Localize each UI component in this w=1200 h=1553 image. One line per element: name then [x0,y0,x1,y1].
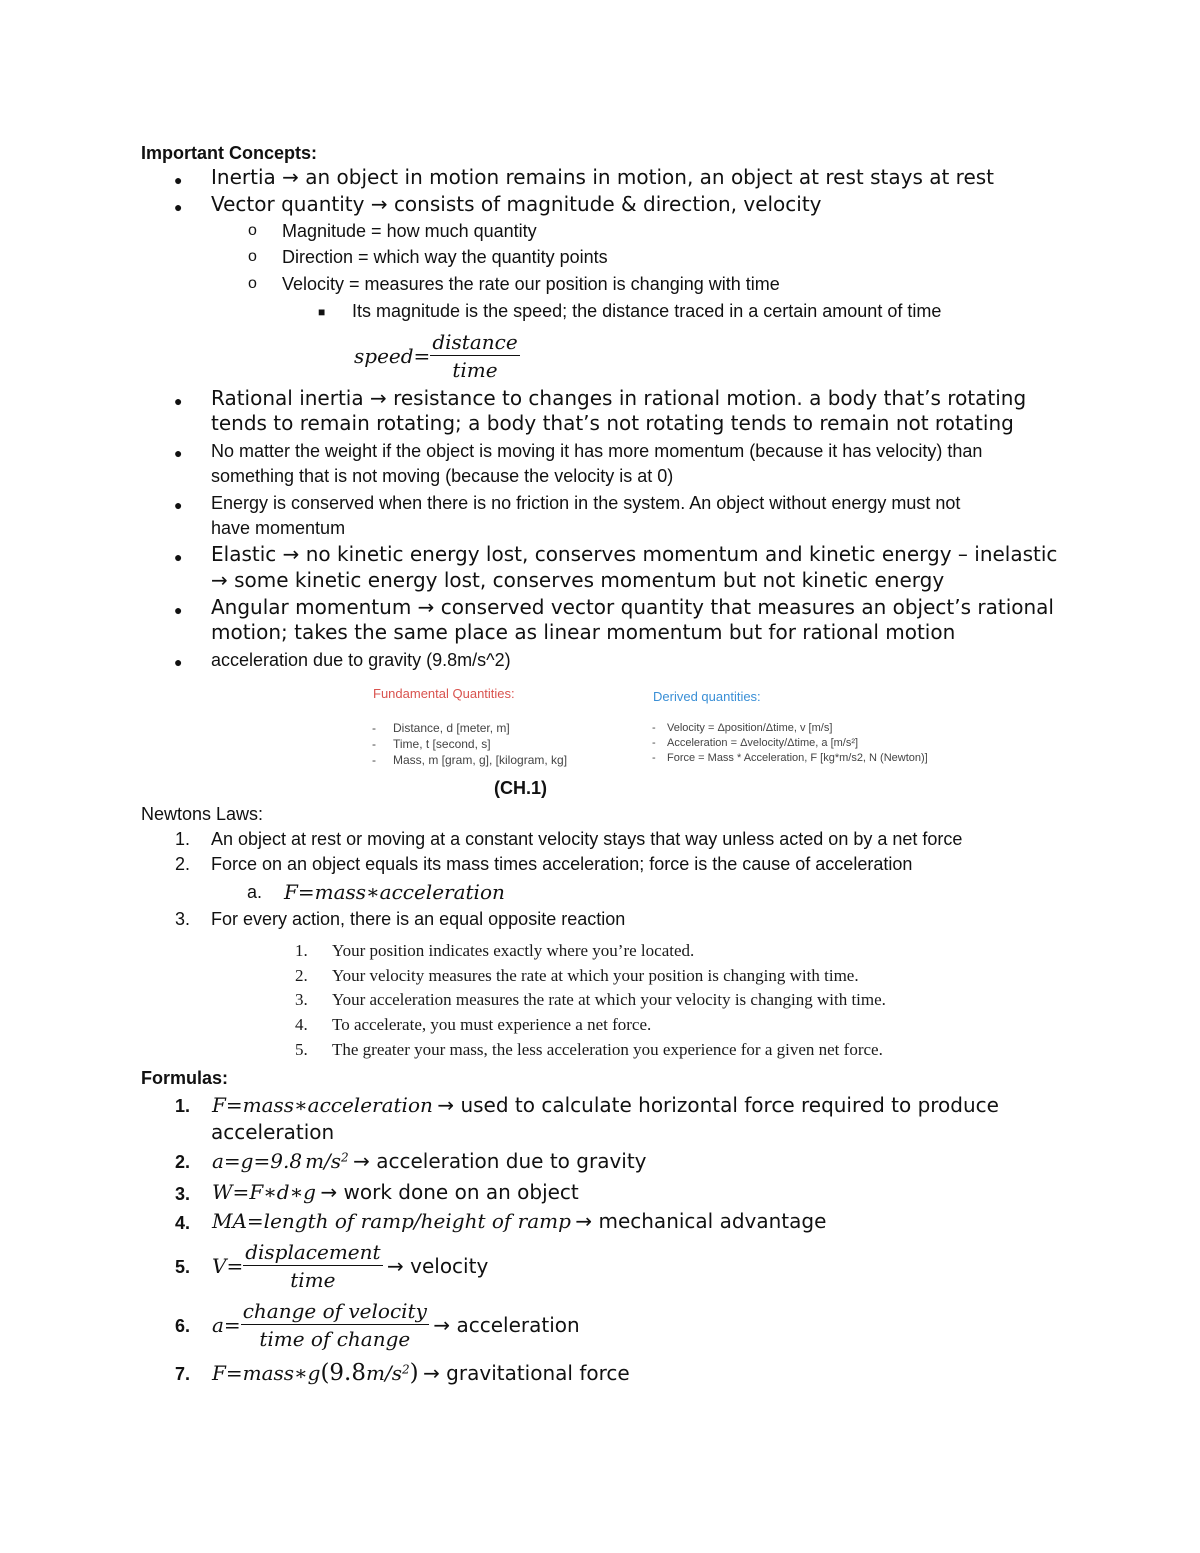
formula-1 [212,1093,999,1117]
fundamental-item: Distance, d [meter, m] [393,721,510,735]
formula-2-math: a=g=9.8 [212,1149,303,1173]
formula-4-desc: → mechanical advantage [575,1209,827,1233]
bullet-circle-icon: o [248,248,257,265]
serif-list-number: 2. [295,966,308,985]
bullet-circle-icon: o [248,222,257,239]
derived-item: Velocity = Δposition/Δtime, v [m/s] [667,722,833,734]
bullet-square-icon: ■ [318,305,326,319]
speed-numerator: distance [432,330,518,354]
formula-number: 2. [175,1152,191,1172]
formula-4-math: MA=length of ramp/height of ramp [212,1209,571,1233]
formula-7 [212,1360,630,1386]
newton-law-2: Force on an object equals its mass times acceleration; force is the cause of acceleration [211,854,913,874]
bullet-disc-icon: ● [174,654,183,670]
fundamental-dash: - [372,753,376,767]
rational-inertia-line-1: Rational inertia → resistance to changes in rational motion. a body that’s rotating [211,386,1027,410]
formula-5-lhs: V= [212,1254,244,1278]
formula-2-desc: → acceleration due to gravity [353,1149,647,1173]
formula-4 [212,1209,826,1233]
bullet-disc-icon: ● [174,199,183,215]
derived-dash: - [652,722,656,734]
sub-letter: a. [247,882,263,902]
derived-dash: - [652,737,656,749]
serif-list-item: To accelerate, you must experience a net force. [332,1015,652,1034]
law-number: 2. [175,854,191,874]
rational-inertia-line-2: tends to remain rotating; a body that’s not rotating tends to remain not rotating [211,411,1014,435]
derived-item: Acceleration = Δvelocity/Δtime, a [m/s²] [667,737,859,749]
formula-3 [212,1180,579,1204]
fundamental-dash: - [372,721,376,735]
fundamental-dash: - [372,737,376,751]
formula-7-desc: → gravitational force [423,1361,630,1385]
newton-law-1: An object at rest or moving at a constant velocity stays that way unless acted on by a net force [211,829,963,849]
formula-7-math: F=mass∗g [212,1361,321,1385]
bullet-disc-icon: ● [174,172,183,188]
derived-quantities-title: Derived quantities: [653,689,761,704]
bullet-disc-icon: ● [174,602,183,618]
fundamental-quantities-title: Fundamental Quantities: [373,686,515,701]
formula-7-paren-open: (9.8 [320,1360,367,1386]
quantities-figure [360,680,960,772]
inertia-item: Inertia → an object in motion remains in motion, an object at rest stays at rest [211,165,995,189]
angular-line-2: motion; takes the same place as linear momentum but for rational motion [211,620,956,644]
formula-1-math: F=mass∗acceleration [212,1093,433,1117]
magnitude-item: Magnitude = how much quantity [282,221,537,241]
serif-list-item: Your acceleration measures the rate at which your velocity is changing with time. [332,990,886,1009]
newtons-laws-heading: Newtons Laws: [141,804,264,824]
formula-5-denominator: time [290,1268,336,1292]
formula-6 [212,1299,580,1351]
formula-7-exponent: 2 [401,1362,410,1377]
formula-3-desc: → work done on an object [320,1180,579,1204]
direction-item: Direction = which way the quantity points [282,247,608,267]
bullet-circle-icon: o [248,275,257,292]
formula-1-desc-cont: acceleration [211,1120,335,1144]
serif-list-item: Your velocity measures the rate at which your position is changing with time. [332,966,859,985]
weight-line-2: something that is not moving (because the velocity is at 0) [211,466,674,486]
formula-5 [212,1240,488,1292]
figure-caption: (CH.1) [494,778,547,798]
fundamental-item: Mass, m [gram, g], [kilogram, kg] [393,753,568,767]
formula-number: 4. [175,1213,191,1233]
formula-number: 6. [175,1316,191,1336]
newton-law-2-formula: F=mass∗acceleration [284,880,505,904]
bullet-disc-icon: ● [174,497,183,513]
formula-3-math: W=F∗d∗g [212,1180,316,1204]
important-concepts-heading: Important Concepts: [141,143,318,163]
serif-list-item: The greater your mass, the less acceleration you experience for a given net force. [332,1040,883,1059]
formula-7-paren-close: ) [409,1360,419,1386]
formula-6-numerator: change of velocity [242,1299,427,1323]
derived-item: Force = Mass * Acceleration, F [kg*m/s2, N (Newton)] [667,752,928,764]
formula-6-denominator: time of change [259,1327,411,1351]
formulas-heading: Formulas: [141,1068,229,1088]
formula-number: 1. [175,1096,191,1116]
elastic-line-1: Elastic → no kinetic energy lost, conserves momentum and kinetic energy – inelastic [211,542,1058,566]
law-number: 3. [175,909,191,929]
serif-list-number: 5. [295,1040,308,1059]
velocity-item: Velocity = measures the rate our position is changing with time [282,274,780,294]
speed-formula [354,330,520,382]
energy-line-2: have momentum [211,518,346,538]
serif-list-number: 4. [295,1015,308,1034]
serif-list-number: 1. [295,941,308,960]
formula-2 [212,1149,647,1173]
formula-5-fraction [243,1240,382,1292]
elastic-line-2: → some kinetic energy lost, conserves momentum but not kinetic energy [211,568,945,592]
formula-5-numerator: displacement [245,1240,381,1264]
formula-number: 5. [175,1257,191,1277]
derived-dash: - [652,752,656,764]
formula-6-fraction [241,1299,429,1351]
speed-denominator: time [452,358,498,382]
weight-line-1: No matter the weight if the object is moving it has more momentum (because it has velocity) than [211,441,983,461]
energy-line-1: Energy is conserved when there is no friction in the system. An object without energy must not [211,493,961,513]
speed-formula-lhs: speed= [354,344,431,368]
formula-number: 3. [175,1184,191,1204]
speed-fraction [430,330,519,382]
angular-line-1: Angular momentum → conserved vector quantity that measures an object’s rational [211,595,1054,619]
fundamental-item: Time, t [second, s] [393,737,491,751]
formula-number: 7. [175,1364,191,1384]
formula-6-lhs: a= [212,1313,241,1337]
bullet-disc-icon: ● [174,549,183,565]
speed-note-item: Its magnitude is the speed; the distance traced in a certain amount of time [352,301,942,321]
formula-7-unit: m/s [366,1361,402,1385]
law-number: 1. [175,829,191,849]
formula-5-desc: → velocity [387,1254,489,1278]
formula-2-exponent: 2 [341,1150,349,1165]
vector-item: Vector quantity → consists of magnitude & direction, velocity [211,192,822,216]
newton-law-3: For every action, there is an equal opposite reaction [211,909,626,929]
formula-1-desc: → used to calculate horizontal force required to produce [437,1093,999,1117]
serif-list-number: 3. [295,990,308,1009]
bullet-disc-icon: ● [174,445,183,461]
bullet-disc-icon: ● [174,393,183,409]
gravity-item: acceleration due to gravity (9.8m/s^2) [211,650,511,670]
serif-list-item: Your position indicates exactly where you’re located. [332,941,695,960]
formula-2-unit: m/s [305,1149,342,1173]
formula-6-desc: → acceleration [433,1313,580,1337]
